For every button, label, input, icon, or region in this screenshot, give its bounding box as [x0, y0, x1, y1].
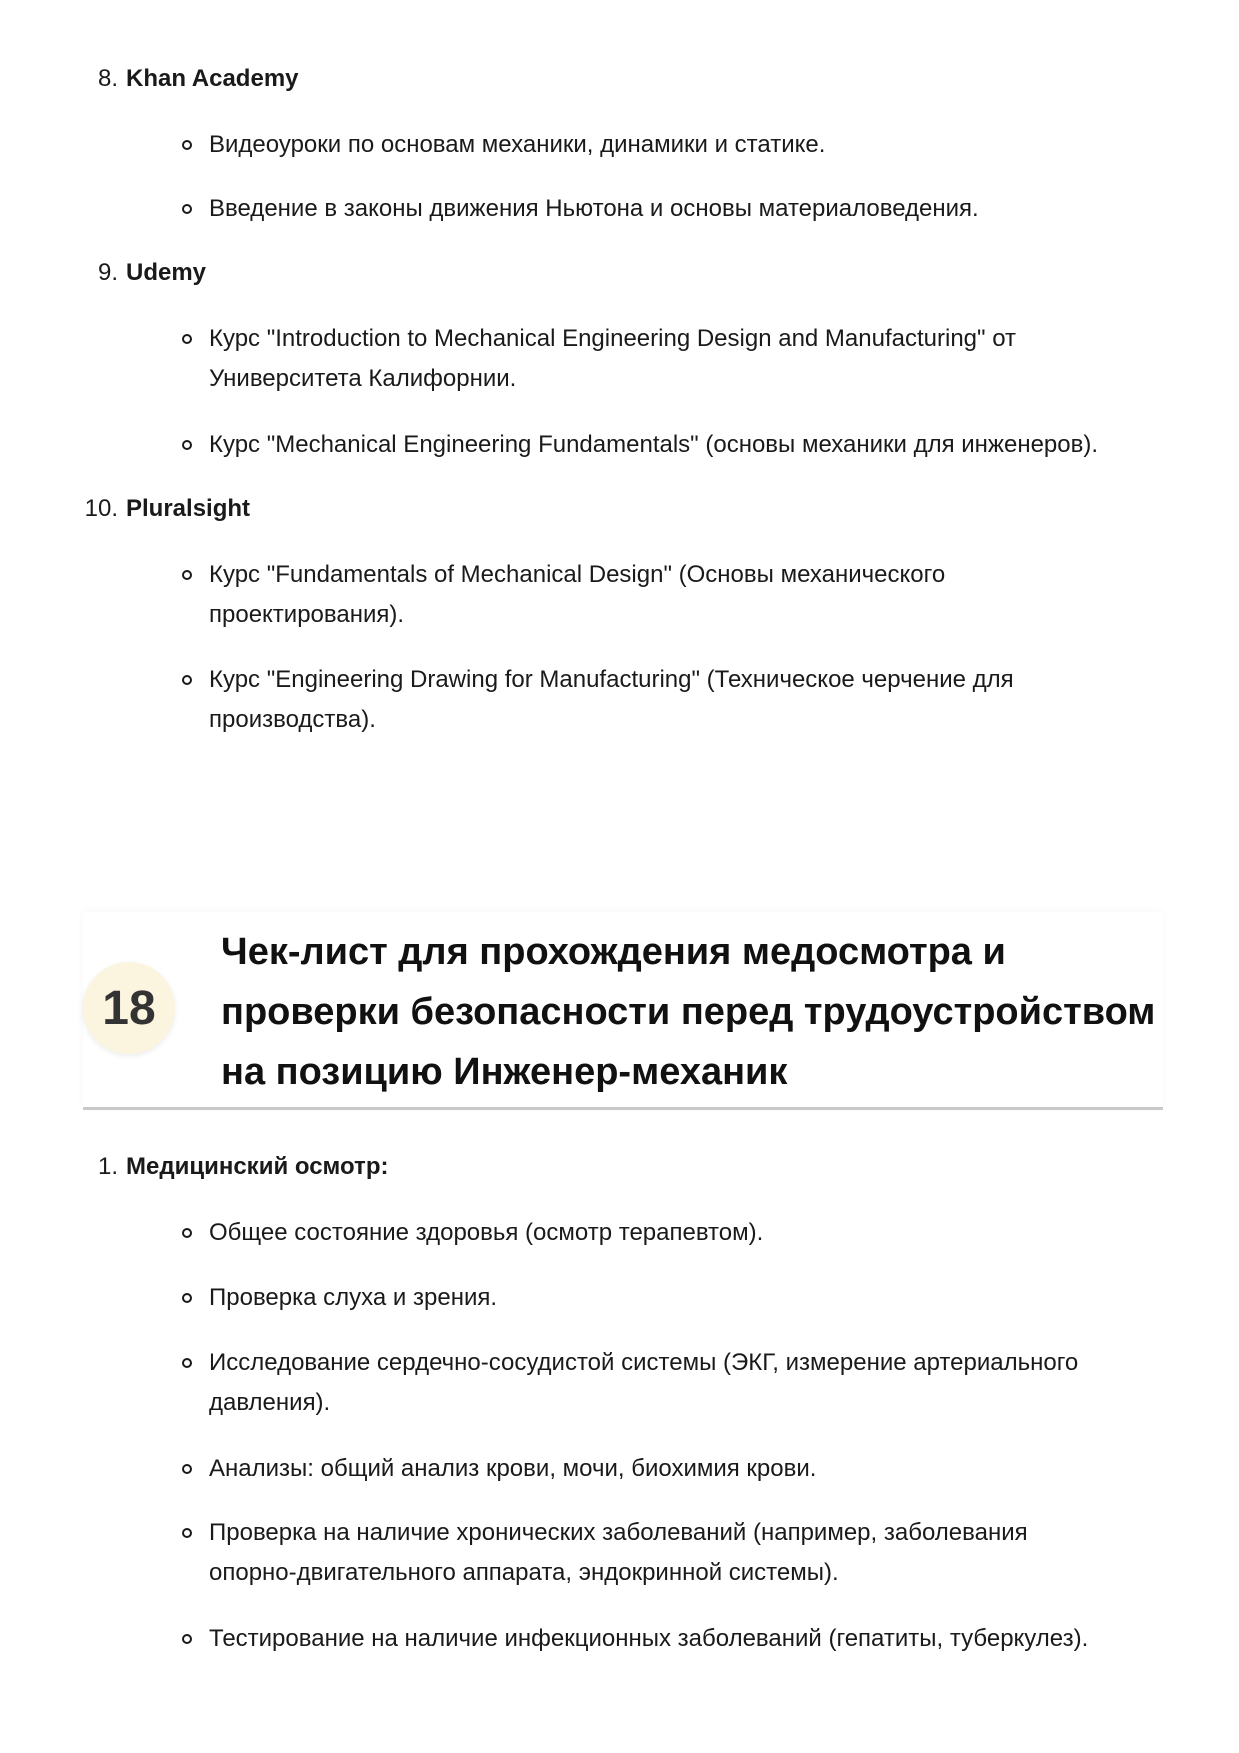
- list-item-title: Pluralsight: [126, 495, 251, 522]
- bullet-icon: [182, 1634, 192, 1644]
- bullet-text: Введение в законы движения Ньютона и основы материаловедения.: [209, 195, 979, 222]
- section-divider: [83, 1107, 1163, 1110]
- list-item-number: 8.: [97, 65, 118, 92]
- bullet-icon: [182, 570, 192, 580]
- list-item-number: 10.: [84, 495, 118, 522]
- bullet-icon: [182, 675, 192, 685]
- bullet-text: Проверка на наличие хронических заболеваний (например, заболевания опорно-двигательного аппарата, эндокринной системы).: [209, 1519, 1028, 1586]
- list-item-header: [60, 494, 250, 524]
- bullet-text: Курс "Engineering Drawing for Manufacturing" (Техническое черчение для производства).: [209, 666, 1014, 733]
- bullet-icon: [182, 140, 192, 150]
- bullet-text: Анализы: общий анализ крови, мочи, биохимия крови.: [209, 1455, 817, 1482]
- list-item-number: 1.: [97, 1153, 118, 1180]
- bullet-text: Общее состояние здоровья (осмотр терапевтом).: [209, 1219, 764, 1246]
- list-item-number: 9.: [97, 259, 118, 286]
- list-item-header: [60, 64, 299, 94]
- bullet-icon: [182, 1464, 192, 1474]
- bullet-icon: [182, 1528, 192, 1538]
- bullet-text: Тестирование на наличие инфекционных заболеваний (гепатиты, туберкулез).: [209, 1625, 1089, 1652]
- list-item-title: Khan Academy: [126, 65, 299, 92]
- section-title: Чек-лист для прохождения медосмотра и проверки безопасности перед трудоустройством на позицию Инженер-механик: [221, 931, 1156, 1093]
- bullet-icon: [182, 334, 192, 344]
- bullet-icon: [182, 1293, 192, 1303]
- bullet-icon: [182, 204, 192, 214]
- bullet-text: Курс "Mechanical Engineering Fundamentals" (основы механики для инженеров).: [209, 431, 1099, 458]
- bullet-icon: [182, 1358, 192, 1368]
- bullet-text: Исследование сердечно-сосудистой системы (ЭКГ, измерение артериального давления).: [209, 1349, 1079, 1416]
- bullet-text: Курс "Introduction to Mechanical Engineering Design and Manufacturing" от Университета Калифорнии.: [209, 325, 1017, 392]
- section-number-badge: 18: [83, 962, 175, 1054]
- list-item-header: [60, 258, 206, 288]
- bullet-icon: [182, 440, 192, 450]
- bullet-text: Проверка слуха и зрения.: [209, 1284, 498, 1311]
- bullet-text: Видеоуроки по основам механики, динамики и статике.: [209, 131, 826, 158]
- list-item-header: [60, 1152, 388, 1182]
- bullet-icon: [182, 1228, 192, 1238]
- list-item-title: Udemy: [126, 259, 207, 286]
- bullet-text: Курс "Fundamentals of Mechanical Design" (Основы механического проектирования).: [209, 561, 946, 628]
- list-item-title: Медицинский осмотр:: [126, 1153, 389, 1180]
